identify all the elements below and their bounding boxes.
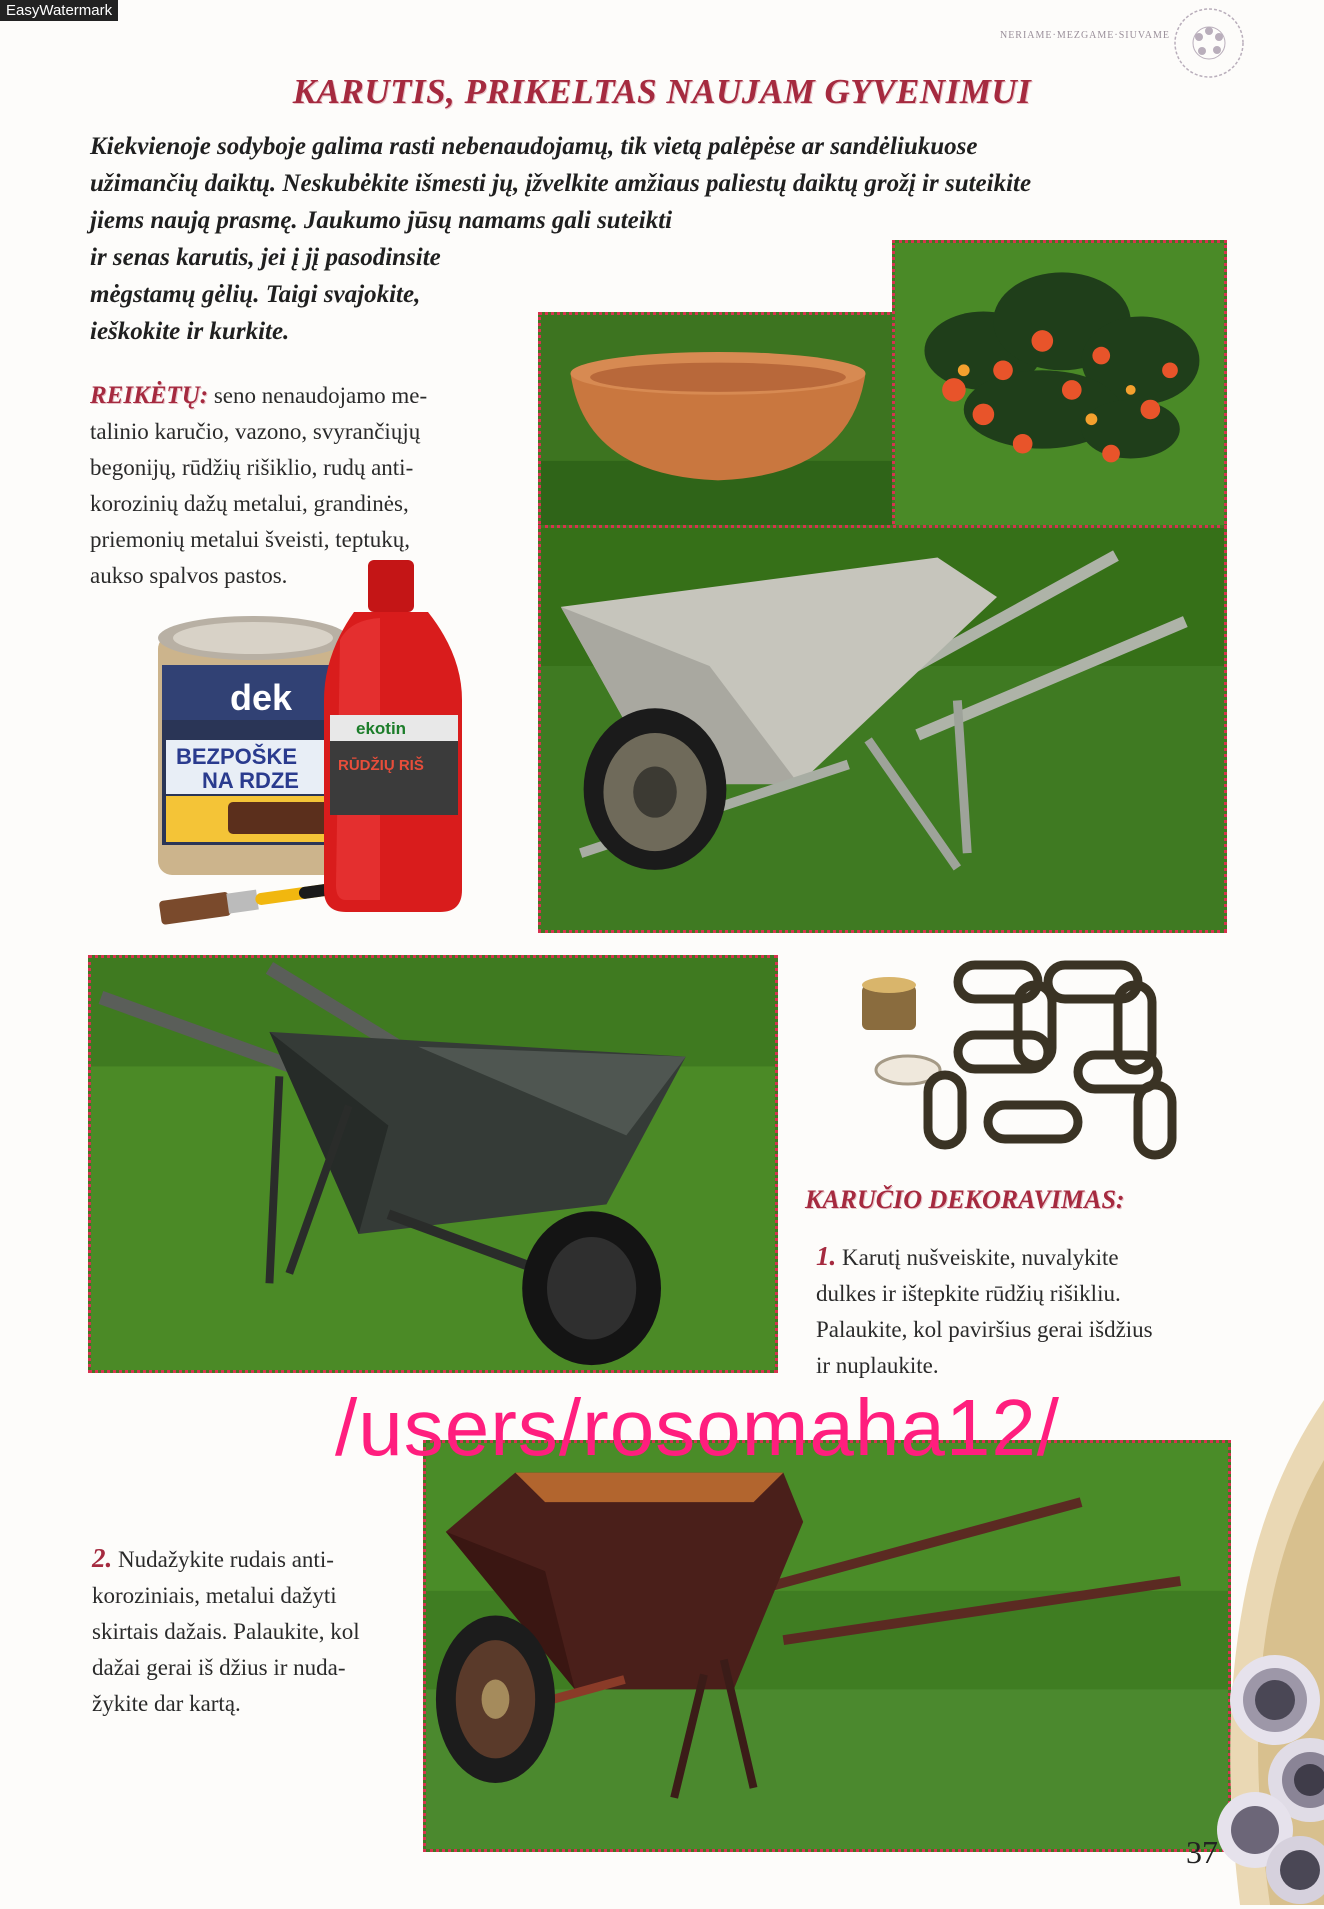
intro-line: ieškokite ir kurkite. (90, 318, 290, 345)
step-1-text (816, 1238, 1216, 1384)
decorating-heading: KARUČIO DEKORAVIMAS: (805, 1185, 1125, 1214)
magazine-seal (1172, 6, 1246, 80)
products-photo (150, 560, 470, 930)
bottle-brand-text: ekotin (356, 719, 407, 738)
step-line: skirtais dažais. Palaukite, kol (92, 1619, 360, 1644)
step-line: dažai gerai iš džius ir nuda- (92, 1655, 346, 1680)
intro-line: jiems naują prasmę. Jaukumo jūsų namams gali suteikti (90, 207, 673, 234)
step-line: koroziniais, metalui dažyti (92, 1583, 337, 1608)
step-2-text (92, 1540, 422, 1722)
intro-line: ir senas karutis, jei į jį pasodinsite (90, 244, 441, 271)
materials-line: priemonių metalui šveisti, teptukų, (90, 527, 411, 552)
chain-and-paste-photo (848, 945, 1208, 1160)
rusty-wheelbarrow-photo (88, 955, 778, 1373)
bowl-photo (538, 312, 898, 530)
step-line: Palaukite, kol paviršius gerai išdžius (816, 1317, 1153, 1342)
article-title: KARUTIS, PRIKELTAS NAUJAM GYVENIMUI (292, 72, 1032, 111)
materials-line: korozinių dažų metalui, grandinės, (90, 491, 409, 516)
decorative-swirl (1060, 1400, 1324, 1905)
header-tags: NERIAME·MEZGAME·SIUVAME (999, 30, 1170, 41)
step-number: 1. (816, 1241, 837, 1271)
intro-line: užimančių daiktų. Neskubėkite išmesti jų, įžvelkite amžiaus paliestų daiktų grožį ir suteikite (90, 170, 1032, 197)
step-number: 2. (92, 1543, 113, 1573)
materials-line: aukso spalvos pastos. (90, 563, 288, 588)
intro-line: mėgstamų gėlių. Taigi svajokite, (90, 281, 421, 308)
step-line: žykite dar kartą. (92, 1691, 241, 1716)
step-line: Karutį nušveiskite, nuvalykite (836, 1245, 1119, 1270)
can-label-text: BEZPOŠKE (176, 744, 298, 769)
can-label-text: NA RDZE (202, 768, 299, 793)
url-watermark: /users/rosomaha12/ (335, 1383, 1061, 1472)
watermark-label: EasyWatermark (0, 0, 118, 21)
old-wheelbarrow-photo (538, 525, 1227, 933)
step-line: ir nuplaukite. (816, 1353, 939, 1378)
materials-heading: REIKĖTŲ: (90, 382, 209, 409)
materials-line: begonijų, rūdžių rišiklio, rudų anti- (90, 455, 414, 480)
begonia-photo (892, 240, 1227, 530)
bottle-label-text: RŪDŽIŲ RIŠ (338, 757, 424, 774)
step-line: dulkes ir ištepkite rūdžių rišikliu. (816, 1281, 1121, 1306)
materials-line: seno nenaudojamo me- (208, 383, 428, 408)
can-brand-text: dek (230, 677, 293, 718)
page-number: 37 (1186, 1834, 1218, 1870)
intro-line: Kiekvienoje sodyboje galima rasti nebenaudojamų, tik vietą palėpėse ar sandėliukuose (90, 133, 978, 160)
step-line: Nudažykite rudais anti- (112, 1547, 334, 1572)
materials-line: talinio karučio, vazono, svyrančiųjų (90, 419, 421, 444)
